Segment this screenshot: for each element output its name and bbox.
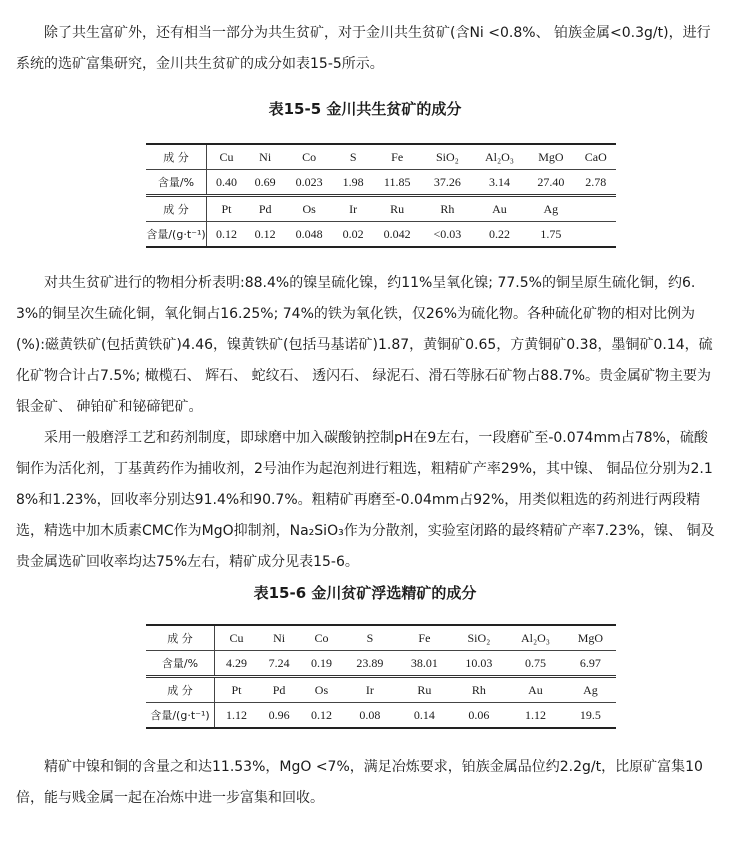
table2-row-content-2 [146,703,616,729]
component-cell: Au [506,677,565,703]
component-cell: Ni [246,144,285,170]
value-cell: 1.12 [215,703,258,729]
component-cell: Ru [397,677,452,703]
component-cell: S [334,144,373,170]
table1-row-content [146,170,616,196]
value-cell: 0.40 [207,170,246,196]
row-header: 成 分 [146,144,207,170]
value-cell: 38.01 [397,651,452,677]
component-cell: Al₂O₃ [506,625,565,651]
value-cell: 2.78 [576,170,616,196]
table1-row-components-2 [146,196,616,222]
table2-caption: 表15-6 金川贫矿浮选精矿的成分 [253,584,477,602]
component-cell: Rh [422,196,473,222]
value-cell: <0.03 [422,222,473,248]
value-cell: 0.08 [343,703,398,729]
component-cell: Cu [215,625,258,651]
component-cell: CaO [576,144,616,170]
value-cell: 0.023 [284,170,334,196]
component-cell: S [343,625,398,651]
component-cell: Fe [372,144,422,170]
table1-row-content-2 [146,222,616,248]
row-header: 含量/% [146,651,215,677]
row-header: 成 分 [146,625,215,651]
paragraph-conclusion: 精矿中镍和铜的含量之和达11.53%，MgO <7%，满足冶炼要求，铂族金属品位约2.2g/t，比原矿富集10倍，能与贱金属一起在冶炼中进一步富集和回收。 [16,759,703,806]
row-header: 含量/% [146,170,207,196]
value-cell: 0.96 [258,703,300,729]
value-cell: 0.22 [473,222,526,248]
value-cell: 1.98 [334,170,373,196]
table1-row-components [146,144,616,170]
row-header: 成 分 [146,677,215,703]
table2-row-components-2 [146,677,616,703]
value-cell: 11.85 [372,170,422,196]
component-cell: Pt [215,677,258,703]
intro-paragraph: 除了共生富矿外，还有相当一部分为共生贫矿，对于金川共生贫矿(含Ni <0.8%、 铂族金属<0.3g/t)，进行系统的选矿富集研究，金川共生贫矿的成分如表15-5所示。 [16,25,711,72]
component-cell: Ag [565,677,616,703]
component-cell [576,196,616,222]
value-cell: 7.24 [258,651,300,677]
row-header: 成 分 [146,196,207,222]
component-cell: Al₂O₃ [473,144,526,170]
value-cell: 4.29 [215,651,258,677]
value-cell: 10.03 [452,651,507,677]
value-cell: 1.12 [506,703,565,729]
component-cell: SiO₂ [452,625,507,651]
value-cell: 27.40 [526,170,576,196]
value-cell: 0.75 [506,651,565,677]
component-cell: MgO [565,625,616,651]
row-header: 含量/(g·t⁻¹) [146,222,207,248]
value-cell: 0.69 [246,170,285,196]
value-cell: 6.97 [565,651,616,677]
component-cell: Au [473,196,526,222]
value-cell: 0.042 [372,222,422,248]
component-cell: Cu [207,144,246,170]
component-cell: Ni [258,625,300,651]
value-cell: 23.89 [343,651,398,677]
value-cell: 19.5 [565,703,616,729]
table1-composition [146,143,616,248]
component-cell: Ru [372,196,422,222]
component-cell: MgO [526,144,576,170]
value-cell: 0.02 [334,222,373,248]
component-cell: Pd [258,677,300,703]
component-cell: Pt [207,196,246,222]
component-cell: Rh [452,677,507,703]
value-cell: 0.12 [246,222,285,248]
component-cell: Pd [246,196,285,222]
component-cell: Co [284,144,334,170]
component-cell: Ir [343,677,398,703]
value-cell: 0.12 [207,222,246,248]
paragraph-process: 采用一般磨浮工艺和药剂制度，即球磨中加入碳酸钠控制pH在9左右，一段磨矿至-0.074mm占78%，硫酸铜作为活化剂，丁基黄药作为捕收剂，2号油作为起泡剂进行粗选，粗精矿产率29%，其中镍、 铜品位分别为2.18%和1.23%，回收率分别达91.4%和90.7%。粗精矿再磨至-0.04mm占92%，用类似粗选的药剂进行两段精选，精选中加木质素CMC作为MgO抑制剂，Na₂SiO₃作为分散剂，实验室闭路的最终精矿产率7.23%，镍、 铜及贵金属选矿回收率均达75%左右，精矿成分见表15-6。 [16,430,715,570]
value-cell: 0.19 [300,651,342,677]
component-cell: Ag [526,196,576,222]
component-cell: Co [300,625,342,651]
value-cell: 37.26 [422,170,473,196]
value-cell: 0.048 [284,222,334,248]
value-cell: 3.14 [473,170,526,196]
table2-row-content [146,651,616,677]
component-cell: Ir [334,196,373,222]
table1-caption: 表15-5 金川共生贫矿的成分 [268,100,462,118]
paragraph-phase-analysis: 对共生贫矿进行的物相分析表明:88.4%的镍呈硫化镍，约11%呈氧化镍; 77.5%的铜呈原生硫化铜，约6.3%的铜呈次生硫化铜，氧化铜占16.25%; 74%的铁为氧化铁，仅26%为硫化物。各种硫化矿物的相对比例为(%):磁黄铁矿(包括黄铁矿)4.46，镍黄铁矿(包括马基诺矿)1.87，黄铜矿0.65，方黄铜矿0.38，墨铜矿0.14，硫化矿物合计占7.5%; 橄榄石、 辉石、 蛇纹石、 透闪石、 绿泥石、滑石等脉石矿物占88.7%。贵金属矿物主要为银金矿、 砷铂矿和铋碲钯矿。 [16,275,713,415]
component-cell: Os [300,677,342,703]
component-cell: Os [284,196,334,222]
value-cell: 1.75 [526,222,576,248]
formula-na2sio3: Na₂SiO₃ [289,523,344,539]
component-cell: Fe [397,625,452,651]
component-cell: SiO₂ [422,144,473,170]
value-cell [576,222,616,248]
table2-row-components [146,625,616,651]
value-cell: 0.12 [300,703,342,729]
row-header: 含量/(g·t⁻¹) [146,703,215,729]
value-cell: 0.14 [397,703,452,729]
table2-composition [146,624,616,729]
value-cell: 0.06 [452,703,507,729]
